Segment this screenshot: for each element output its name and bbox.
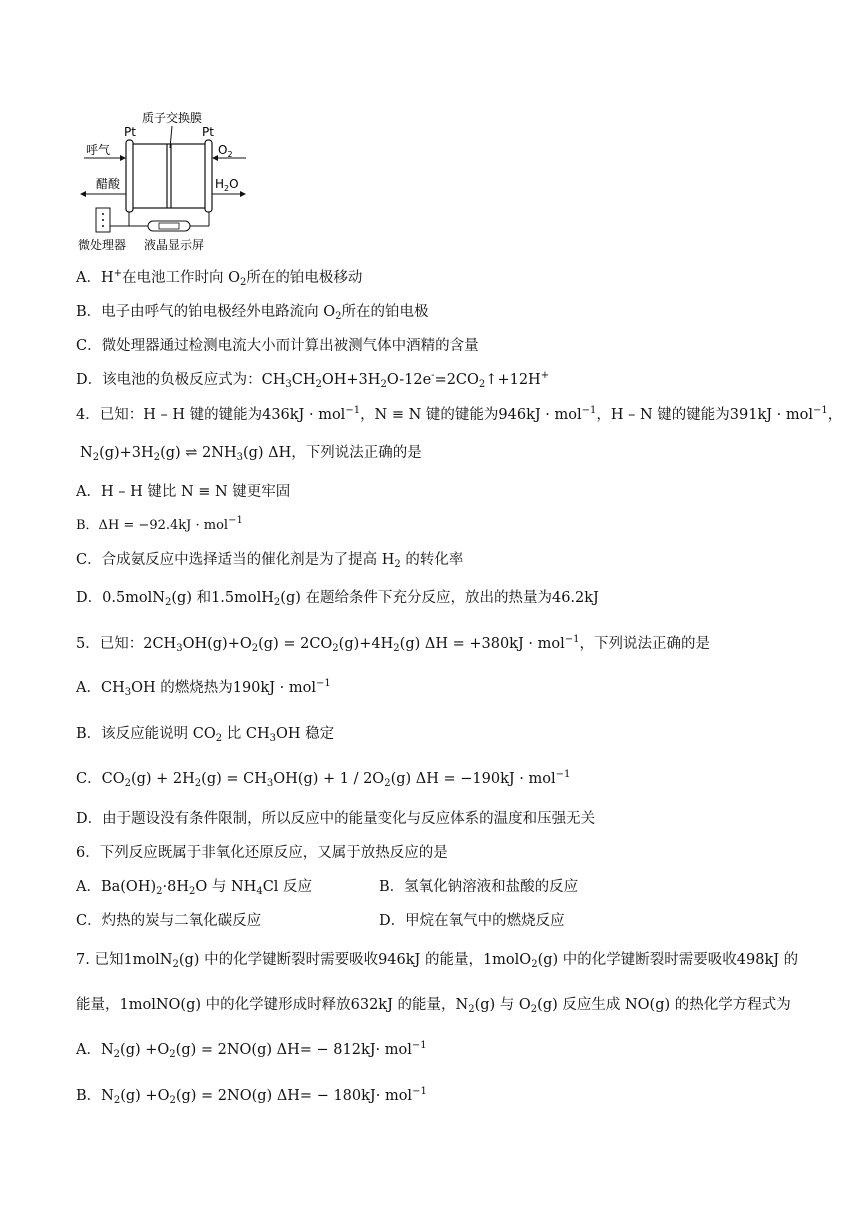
q7-option-b: B．$N_2(g) +O_2(g) = 2NO(g) \Delta H= - 180kJ\cdot mol^{-1}$ — [76, 1086, 427, 1106]
q6-option-c: C．灼热的炭与二氧化碳反应 — [76, 913, 262, 929]
q4-option-b: B．ΔH = −92.4kJ · mol$^{-1}$ — [76, 515, 243, 533]
display-label: 液晶显示屏 — [144, 238, 205, 252]
fuel-cell-diagram — [78, 108, 248, 256]
q3-option-d: D．该电池的负极反应式为：$CH_3CH_2OH+3H_2O-12e^-=2CO_2↑+12H^+$ — [76, 370, 550, 390]
h2o-label: $H_2O$ — [215, 177, 239, 193]
pt-left-label: Pt — [124, 125, 136, 139]
q4-option-d: D．0.5molN$_2$(g) 和1.5molH$_2$(g) 在题给条件下充分反应，放出的热量为46.2kJ — [76, 590, 599, 608]
q5-stem: 5．已知：$2CH_3OH(g)+O_2(g) = 2CO_2(g)+4H_2(g) \Delta H = +380kJ \cdot mol^{-1}$，下列说法正确的是 — [76, 634, 710, 654]
membrane-label: 质子交换膜 — [142, 111, 203, 125]
right-electrode — [205, 140, 212, 212]
q4-option-c: C．合成氨反应中选择适当的催化剂是为了提高 $H_2$ 的转化率 — [76, 552, 464, 570]
q5-option-d: D．由于题设没有条件限制，所以反应中的能量变化与反应体系的温度和压强无关 — [76, 811, 596, 827]
q7-stem-line2: 能量，1molNO(g) 中的化学键形成时释放632kJ 的能量，$N_2(g)$ 与 $O_2(g)$ 反应生成 NO(g) 的热化学方程式为 — [76, 997, 791, 1015]
q3-option-b: B．电子由呼气的铂电极经外电路流向 $O_2$所在的铂电极 — [76, 304, 429, 322]
q5-option-c: C．$CO_2(g) + 2H_2(g) = CH_3OH(g) + 1 / 2O_2(g) \Delta H = -190kJ \cdot mol^{-1}$ — [76, 769, 571, 789]
acetic-acid-label: 醋酸 — [96, 177, 121, 191]
lcd-display — [148, 221, 190, 231]
q4-stem: 4．已知：H – H 键的键能为436kJ · mol$^{-1}$，N ≡ N 键的键能为946kJ · mol$^{-1}$，H – N 键的键能为391kJ · mol$^{-1}$， — [76, 405, 843, 423]
o2-label: $O_2$ — [218, 143, 233, 159]
q7-stem-line1: 7. 已知1molN$_2$(g) 中的化学键断裂时需要吸收946kJ 的能量，1molO$_2$(g) 中的化学键断裂时需要吸收498kJ 的 — [76, 952, 799, 970]
processor-label: 微处理器 — [78, 238, 127, 252]
q6-option-b: B．氢氧化钠溶液和盐酸的反应 — [379, 879, 579, 895]
q5-option-b: B．该反应能说明 $CO_2$ 比 $CH_3OH$ 稳定 — [76, 726, 335, 744]
q4-option-a: A．H – H 键比 N ≡ N 键更牢固 — [76, 484, 291, 500]
q6-option-a: A．$Ba(OH)_2\cdot 8H_2O$ 与 $NH_4Cl$ 反应 — [76, 879, 313, 897]
q7-option-a: A．$N_2(g) +O_2(g) = 2NO(g) \Delta H= - 812kJ\cdot mol^{-1}$ — [76, 1040, 427, 1060]
q6-option-d: D．甲烷在氧气中的燃烧反应 — [379, 913, 565, 929]
q6-stem: 6．下列反应既属于非氧化还原反应，又属于放热反应的是 — [76, 845, 448, 861]
q4-equation: $N_2(g)+3H_2(g)$ ⇌ $2NH_3(g)$ ΔH，下列说法正确的是 — [80, 445, 422, 463]
q5-option-a: A．$CH_3OH$ 的燃烧热为190kJ · mol$^{-1}$ — [76, 678, 331, 698]
q3-option-a: A．H+在电池工作时向 $O_2$所在的铂电极移动 — [76, 268, 363, 288]
pt-right-label: Pt — [202, 125, 214, 139]
breath-label: 呼气 — [86, 143, 111, 157]
left-electrode — [126, 140, 133, 212]
q3-option-c: C．微处理器通过检测电流大小而计算出被测气体中酒精的含量 — [76, 338, 479, 354]
